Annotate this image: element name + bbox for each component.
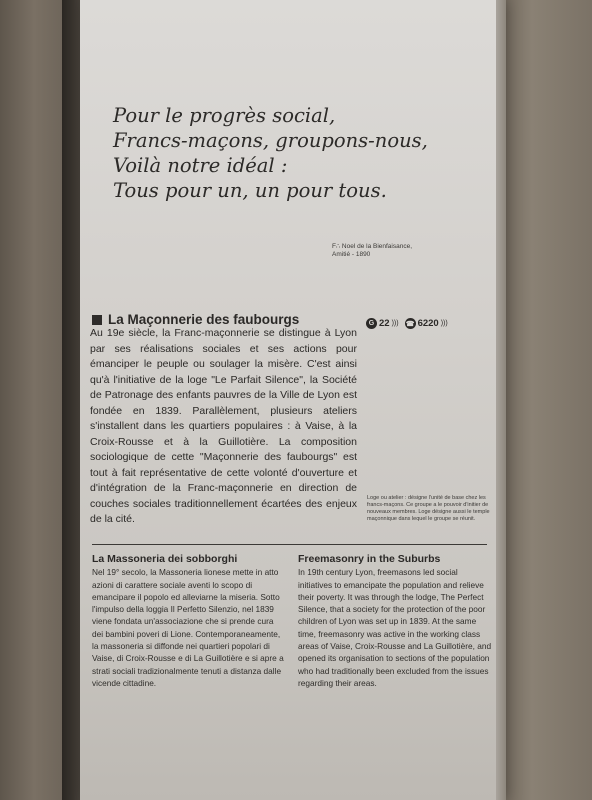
- wall-left: [0, 0, 62, 800]
- attribution-line: Amitié - 1890: [332, 251, 371, 258]
- section-title: La Maçonnerie des faubourgs: [108, 312, 300, 327]
- sound-wave-icon: ))): [440, 320, 448, 327]
- french-text: Au 19e siècle, la Franc-maçonnerie se distingue à Lyon par ses réalisations sociales et ses actions pour émanciper le peuple ou soulager la misère. C'est ainsi qu'à l'initiative de la loge "Le Parfait Silence", la Société de Patronage des enfants pauvres de la Ville de Lyon est fondée en 1839. Parallèlement, plusieurs ateliers s'installent dans les quartiers populaires : à Vaise, à la Croix-Rousse et à la Guillotière. La composition sociologique de cette "Maçonnerie des faubourgs" est tout à fait représentative de cette volonté d'ouverture et d'intégration de la Franc-maçonnerie en direction de couches sociales traditionnellement écartées des enjeux de la cité.: [90, 327, 357, 525]
- audio-guide-number: 6220: [417, 318, 439, 329]
- section-header: [92, 312, 299, 327]
- audio-guide-1: [366, 318, 399, 329]
- phone-icon: ☎: [405, 318, 416, 329]
- audio-guide-number: 22: [379, 318, 390, 329]
- quote-line: Voilà notre idéal :: [113, 154, 288, 177]
- english-text: In 19th century Lyon, freemasons led social initiatives to emancipate the population and relieve their poverty. It was through the lodge, The Perfect Silence, that a society for the protection of the poor children of Lyon was set up in 1839. At the same time, freemasonry was active in the working class areas of Vaise, Croix-Rousse and La Guillotière, and opened its organisation to sections of the population who had traditionally been excluded from the issues regarding their areas.: [298, 567, 492, 688]
- panel-right-edge: [496, 0, 506, 800]
- quote-line: Tous pour un, un pour tous.: [113, 179, 387, 202]
- quote-line: Pour le progrès social,: [113, 104, 336, 127]
- english-title: Freemasonry in the Suburbs: [298, 553, 441, 565]
- divider: [92, 544, 487, 545]
- audio-guide-icon: G: [366, 318, 377, 329]
- quote-attribution: [332, 243, 472, 259]
- quote: [113, 103, 433, 203]
- audio-guide-codes: [366, 318, 448, 329]
- english-column: [298, 553, 494, 689]
- panel-frame-edge: [62, 0, 82, 800]
- glossary-note: Loge ou atelier : désigne l'unité de base chez les francs-maçons. Ce groupe a le pouvoir d'initier de nouveaux membres. Loge désigne aussi le temple maçonnique dans lequel le groupe se réunit.: [367, 495, 490, 522]
- wall-right: [492, 0, 592, 800]
- sound-wave-icon: ))): [391, 320, 399, 327]
- italian-title: La Massoneria dei sobborghi: [92, 553, 238, 565]
- square-bullet-icon: [92, 315, 102, 325]
- quote-line: Francs-maçons, groupons-nous,: [113, 129, 428, 152]
- attribution-line: F∴ Noel de la Bienfaisance,: [332, 243, 413, 250]
- audio-guide-2: [405, 318, 448, 329]
- italian-column: [92, 553, 284, 689]
- italian-text: Nel 19° secolo, la Massoneria lionese mette in atto azioni di carattere sociale aventi lo scopo di emancipare il popolo ed alleviarne la miseria. Sotto l'impulso della loggia Il Perfetto Silenzio, nel 1839 viene fondata un'associazione che si prende cura dei bambini poveri di Lione. Contemporaneamente, la massoneria si diffonde nei quartieri popolari di Vaise, di Croix-Rousse e di La Guillotière e si apre a strati sociali tradizionalmente tenuti a distanza dalle vicende cittadine.: [92, 567, 284, 688]
